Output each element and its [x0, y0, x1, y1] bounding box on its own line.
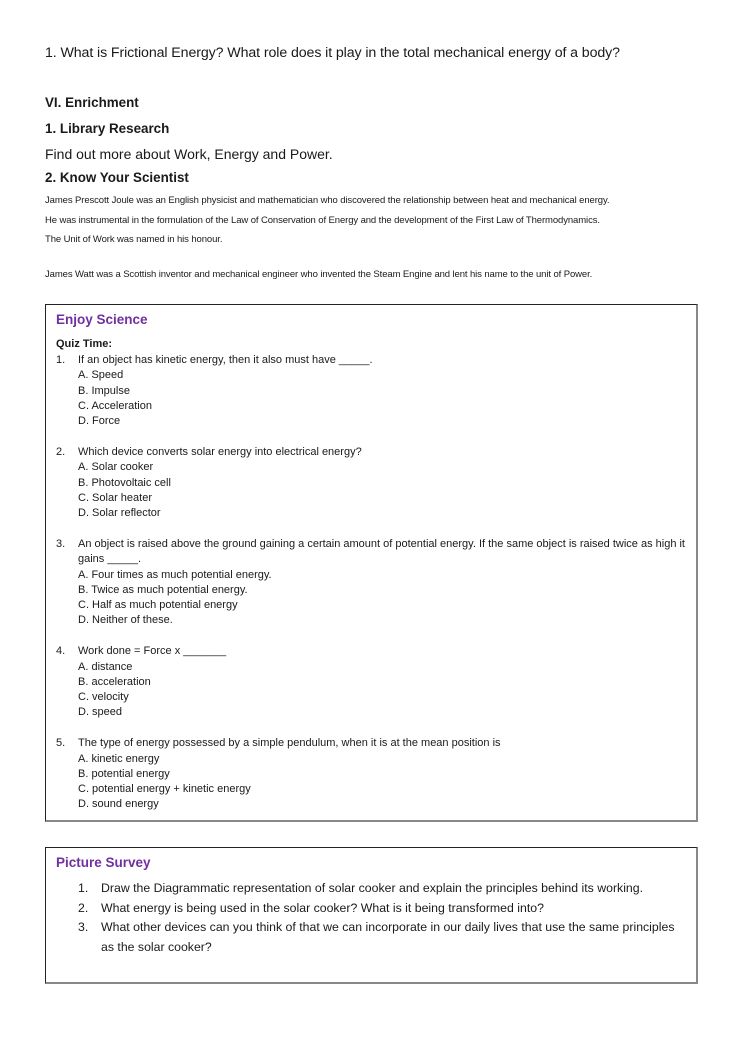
- survey-list: [78, 879, 678, 957]
- answer-option: D. speed: [78, 706, 123, 719]
- answer-option: A. Four times as much potential energy.: [78, 568, 272, 581]
- answer-option: D. sound energy: [78, 798, 159, 811]
- quiz-question-5: [56, 736, 686, 812]
- answer-option: A. distance: [78, 660, 133, 673]
- answer-option: C. potential energy + kinetic energy: [78, 783, 251, 796]
- answer-option: A. Solar cooker: [78, 461, 154, 474]
- survey-item-1: [78, 879, 678, 899]
- answer-option: D. Force: [78, 415, 121, 428]
- survey-item-3: [78, 918, 678, 957]
- question-text: An object is raised above the ground gaining a certain amount of potential energy. If the same object is raised twice as high it gains _____.: [78, 537, 685, 566]
- question-number: 1.: [56, 354, 66, 366]
- quiz-time-label: Quiz Time:: [56, 338, 113, 350]
- answer-option: C. Half as much potential energy: [78, 599, 238, 612]
- quiz-question-3: [56, 537, 686, 629]
- survey-item-text: What other devices can you think of that we can incorporate in our daily lives that use the same principles as the solar cooker?: [101, 920, 675, 954]
- enjoy-science-box: [45, 304, 698, 822]
- enjoy-science-title: Enjoy Science: [56, 312, 148, 327]
- survey-item-text: Draw the Diagrammatic representation of solar cooker and explain the principles behind its working.: [101, 881, 644, 895]
- answer-option: C. Acceleration: [78, 399, 152, 412]
- question-text: The type of energy possessed by a simple pendulum, when it is at the mean position is: [78, 737, 501, 750]
- answer-option: B. Twice as much potential energy.: [78, 583, 248, 596]
- question-number: 3.: [56, 537, 66, 550]
- answer-option: A. Speed: [78, 369, 124, 382]
- library-research-heading: 1. Library Research: [45, 121, 170, 136]
- question-number: 2.: [56, 445, 66, 458]
- question-text: Work done = Force x _______: [78, 645, 227, 658]
- answer-option: B. Photovoltaic cell: [78, 476, 171, 489]
- joule-paragraph: [45, 191, 609, 250]
- picture-survey-box: [45, 847, 698, 984]
- quiz-question-1: [56, 353, 686, 429]
- library-research-text: Find out more about Work, Energy and Power.: [45, 146, 333, 162]
- answer-option: B. Impulse: [78, 384, 130, 397]
- question-text: If an object has kinetic energy, then it also must have _____.: [78, 354, 373, 366]
- joule-line: He was instrumental in the formulation of the Law of Conservation of Energy and the development of the First Law of Thermodynamics.: [45, 214, 600, 226]
- question-text: Which device converts solar energy into electrical energy?: [78, 445, 362, 458]
- intro-question: 1. What is Frictional Energy? What role does it play in the total mechanical energy of a body?: [45, 45, 620, 61]
- joule-line: The Unit of Work was named in his honour.: [45, 234, 223, 245]
- survey-item-2: [78, 899, 678, 919]
- survey-item-number: 1.: [78, 881, 89, 895]
- enrichment-heading: VI. Enrichment: [45, 95, 139, 110]
- joule-line: James Prescott Joule was an English physicist and mathematician who discovered the relationship between heat and mechanical energy.: [45, 195, 610, 206]
- question-number: 5.: [56, 737, 66, 750]
- answer-option: D. Neither of these.: [78, 614, 173, 627]
- answer-option: D. Solar reflector: [78, 507, 161, 520]
- quiz-question-2: [56, 445, 686, 521]
- answer-option: C. Solar heater: [78, 491, 152, 504]
- quiz-question-list: [56, 353, 686, 828]
- know-your-scientist-heading: 2. Know Your Scientist: [45, 170, 189, 185]
- survey-item-number: 2.: [78, 900, 89, 915]
- answer-option: C. velocity: [78, 691, 129, 704]
- quiz-question-4: [56, 644, 686, 720]
- watt-paragraph: James Watt was a Scottish inventor and mechanical engineer who invented the Steam Engine and lent his name to the unit of Power.: [45, 269, 593, 280]
- answer-option: B. potential energy: [78, 767, 170, 780]
- answer-option: A. kinetic energy: [78, 752, 160, 765]
- answer-option: B. acceleration: [78, 675, 151, 688]
- survey-item-number: 3.: [78, 920, 89, 934]
- survey-item-text: What energy is being used in the solar cooker? What is it being transformed into?: [101, 900, 544, 915]
- picture-survey-title: Picture Survey: [56, 855, 151, 870]
- question-number: 4.: [56, 645, 66, 658]
